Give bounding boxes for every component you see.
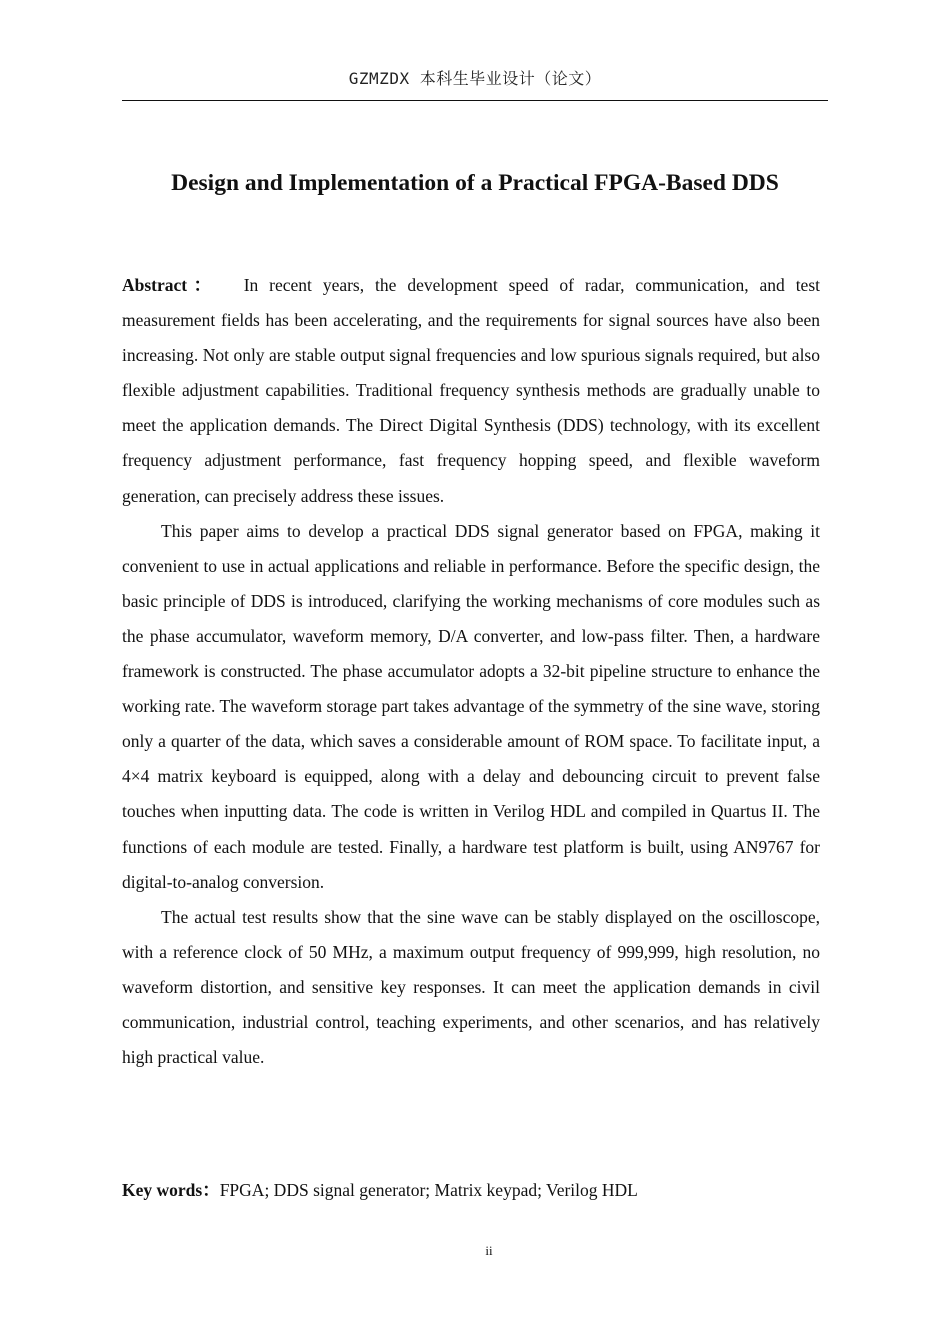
abstract-paragraph-3: The actual test results show that the sine wave can be stably displayed on the oscilloscope, with a reference clock of 50 MHz, a maximum output frequency of 999,999, high resolution, no waveform distortion, and sensitive key responses. It can meet the application demands in civil communication, industrial control, teaching experiments, and other scenarios, and has relatively high practical value. bbox=[122, 906, 820, 1068]
paper-title: Design and Implementation of a Practical FPGA-Based DDS bbox=[171, 170, 779, 196]
header-rule bbox=[122, 100, 828, 101]
keywords-text: FPGA; DDS signal generator; Matrix keypad; Verilog HDL bbox=[219, 1180, 638, 1200]
abstract-section bbox=[122, 268, 820, 1075]
abstract-paragraph-1-text: In recent years, the development speed of radar, communication, and test measurement fields has been accelerating, and the requirements for signal sources have also been increasing. Not only are stable output signal frequencies and low spurious signals required, but also flexible adjustment capabilities. Traditional frequency synthesis methods are gradually unable to meet the application demands. The Direct Digital Synthesis (DDS) technology, with its excellent frequency adjustment performance, fast frequency hopping speed, and flexible waveform generation, can precisely address these issues. bbox=[122, 275, 820, 506]
abstract-paragraph-2: This paper aims to develop a practical DDS signal generator based on FPGA, making it convenient to use in actual applications and reliable in performance. Before the specific design, the basic principle of DDS is introduced, clarifying the working mechanisms of core modules such as the phase accumulator, waveform memory, D/A converter, and low-pass filter. Then, a hardware framework is constructed. The phase accumulator adopts a 32-bit pipeline structure to enhance the working rate. The waveform storage part takes advantage of the symmetry of the sine wave, storing only a quarter of the data, which saves a considerable amount of ROM space. To facilitate input, a 4×4 matrix keyboard is equipped, along with a delay and debouncing circuit to prevent false touches when inputting data. The code is written in Verilog HDL and compiled in Quartus II. The functions of each module are tested. Finally, a hardware test platform is built, using AN9767 for digital-to-analog conversion. bbox=[122, 520, 820, 892]
abstract-label: Abstract： bbox=[122, 275, 218, 295]
abstract-paragraph-1 bbox=[122, 268, 820, 514]
running-header: GZMZDX 本科生毕业设计（论文） bbox=[348, 69, 602, 88]
keywords-line bbox=[122, 1176, 820, 1204]
page-number: ii bbox=[485, 1243, 493, 1258]
keywords-label: Key words： bbox=[122, 1180, 220, 1200]
